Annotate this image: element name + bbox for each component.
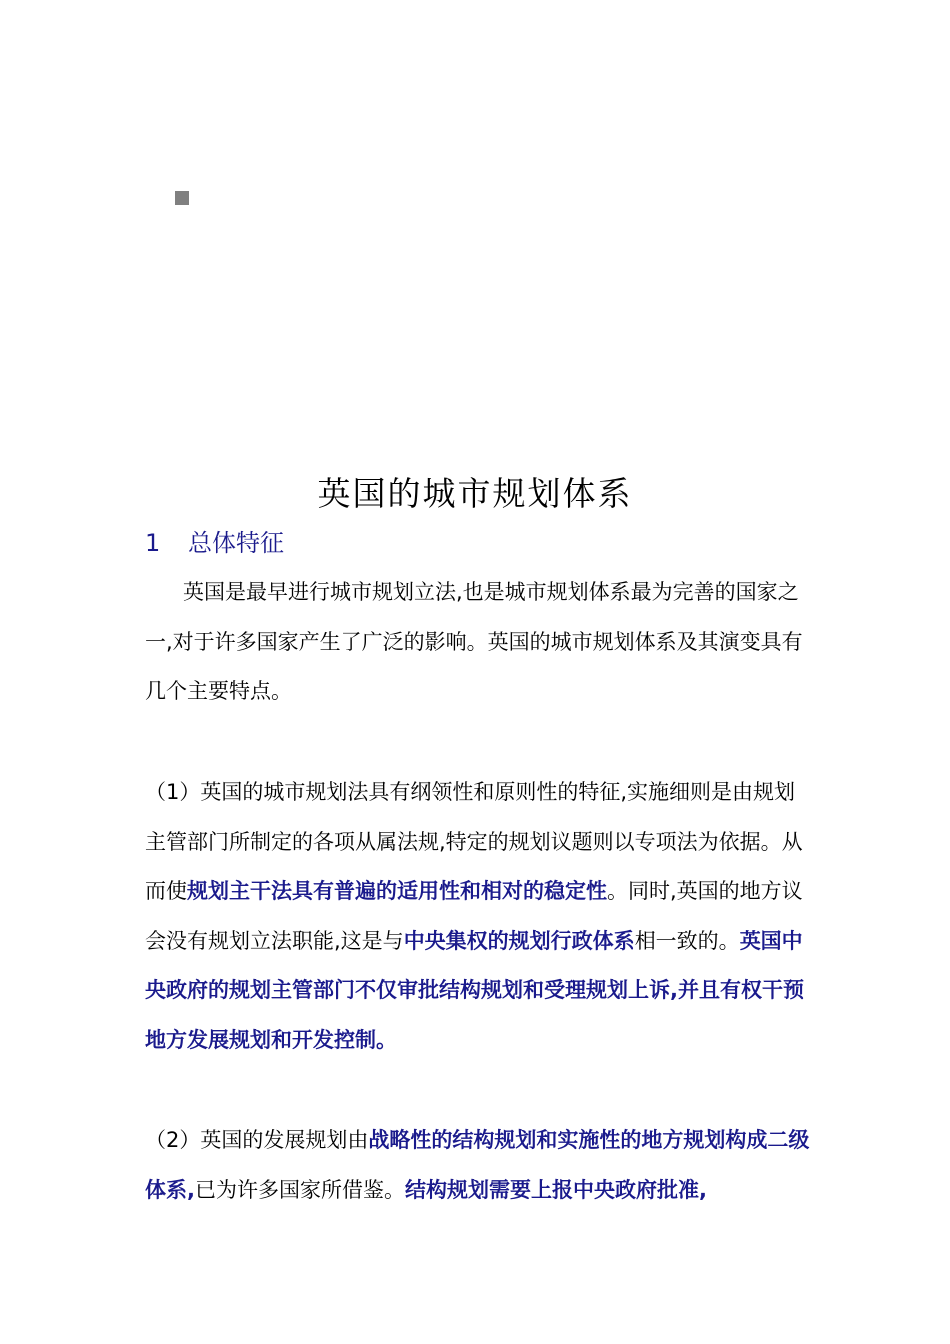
point1-highlight-1: 规划主干法具有普遍的适用性和相对的稳定性 (187, 879, 607, 903)
point1-highlight-2: 中央集权的规划行政体系 (403, 928, 635, 953)
point2-text-2: 已为许多国家所借鉴。 (194, 1177, 405, 1202)
bullet-square-icon (175, 191, 189, 205)
section-heading-text: 总体特征 (188, 529, 284, 557)
document-title: 英国的城市规划体系 (317, 474, 633, 513)
point1-text-1: （1）英国的城市规划法具有纲领性和原则性的特征,实施细则是由规划主管部门所制定的各项从属法规,特定的规划议题则以专项法为依据。从而使 (145, 780, 803, 903)
point1-text-3: 相一致的。 (634, 928, 740, 953)
point1-text-4: 。 (376, 1027, 397, 1052)
intro-paragraph: 英国是最早进行城市规划立法,也是城市规划体系最为完善的国家之一,对于许多国家产生了广泛的影响。英国的城市规划体系及其演变具有几个主要特点。 (145, 580, 803, 703)
section-heading (145, 526, 284, 560)
point1-text-2: 。同时,英国的地方议会没有规划立法职能,这是与 (145, 879, 803, 953)
point1-highlight-3: 英国中央政府的规划主管部门不仅审批结构规划和受理规划上诉,并且有权干预地方发展规划和开发控制 (145, 928, 804, 1052)
point2-highlight-1: 战略性的结构规划和实施性的地方规划构成二级体系, (145, 1128, 810, 1202)
point2-text-1: （2）英国的发展规划由 (145, 1128, 369, 1152)
point2-highlight-2: 结构规划需要上报中央政府批准, (404, 1177, 707, 1202)
paragraph-point-2 (145, 1116, 810, 1215)
section-number: 1 (145, 529, 161, 557)
paragraph-point-1 (145, 768, 810, 1065)
